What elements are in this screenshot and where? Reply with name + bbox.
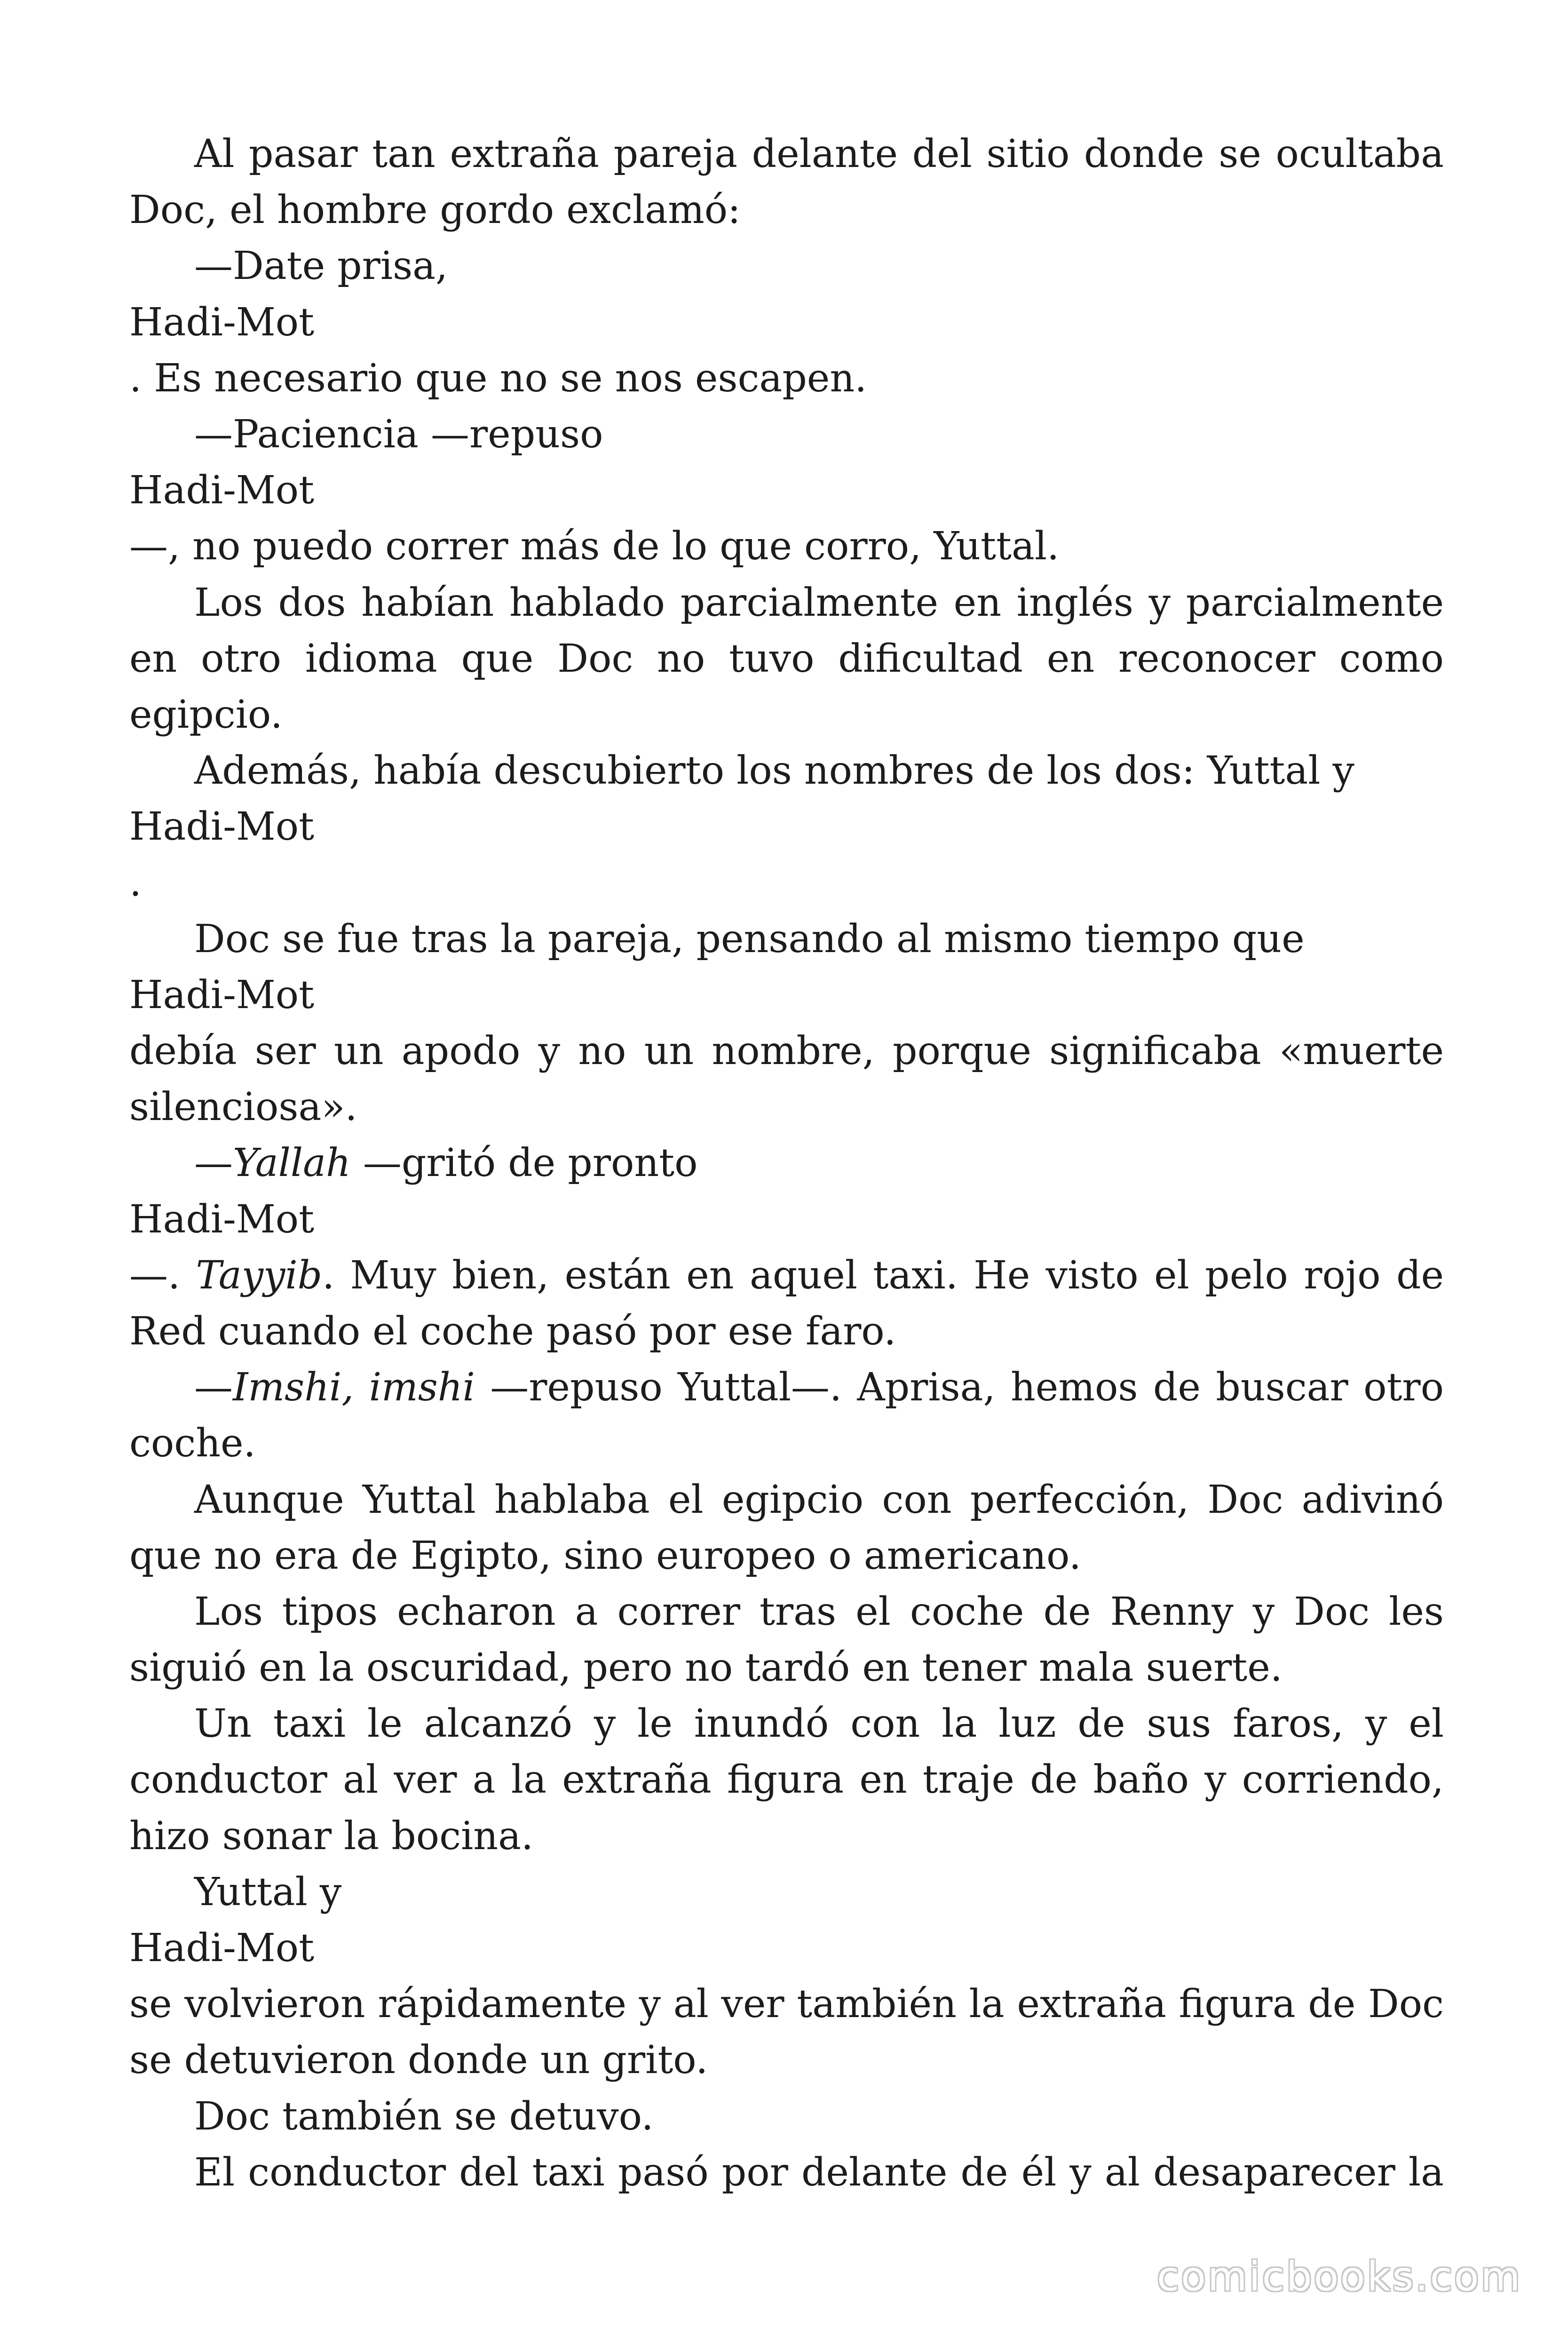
text-line: —Date prisa, (194, 244, 448, 289)
text-line: Los dos habían hablado parcialmente en inglés y parcialmente (194, 580, 1444, 625)
text-line: debía ser un apodo y no un nombre, porque significaba «muerte (129, 1029, 1444, 1073)
text-span: — (194, 1141, 233, 1186)
text-line: Yuttal y (194, 1869, 342, 1915)
text-line: en otro idioma que Doc no tuvo dificultad en reconocer como (129, 636, 1444, 681)
text-line: Hadi-Mot (129, 804, 315, 850)
text-line: hizo sonar la bocina. (129, 1813, 534, 1859)
text-line: . Es necesario que no se nos escapen. (129, 356, 867, 401)
text-line: —, no puedo correr más de lo que corro, Yuttal. (129, 524, 1060, 569)
italic-word: Imshi, imshi (233, 1365, 475, 1410)
text-line: Aunque Yuttal hablaba el egipcio con perfección, Doc adivinó (194, 1477, 1444, 1522)
text-line: Un taxi le alcanzó y le inundó con la luz de sus faros, y el (194, 1701, 1444, 1747)
text-line: coche. (129, 1421, 256, 1466)
text-line: Doc se fue tras la pareja, pensando al mismo tiempo que (194, 916, 1305, 961)
text-line (129, 1359, 1444, 1415)
text-line: El conductor del taxi pasó por delante de él y al desaparecer la (194, 2150, 1444, 2195)
text-line: Hadi-Mot (129, 300, 315, 345)
text-line: se detuvieron donde un grito. (129, 2038, 708, 2083)
text-line: Hadi-Mot (129, 1197, 315, 1242)
italic-word: Yallah (233, 1141, 351, 1186)
text-line: —Paciencia —repuso (194, 412, 603, 457)
text-line: Además, había descubierto los nombres de los dos: Yuttal y (194, 748, 1354, 794)
text-line: Doc, el hombre gordo exclamó: (129, 188, 741, 233)
text-span: —gritó de pronto (350, 1141, 698, 1186)
text-span: . Muy bien, están en aquel taxi. He visto el pelo rojo de (322, 1253, 1444, 1298)
text-line: silenciosa». (129, 1085, 357, 1130)
text-line (129, 1248, 1444, 1303)
italic-word: Tayyib (196, 1253, 323, 1298)
text-line: Hadi-Mot (129, 972, 315, 1017)
text-line: Hadi-Mot (129, 468, 315, 513)
watermark: comicbooks.com (1157, 2253, 1522, 2300)
text-line: conductor al ver a la extraña figura en traje de baño y corriendo, (129, 1757, 1444, 1803)
text-line: que no era de Egipto, sino europeo o americano. (129, 1533, 1081, 1578)
text-span: —. (129, 1253, 196, 1298)
text-line (129, 1135, 1444, 1191)
page-text (129, 126, 1444, 2201)
text-span: —repuso Yuttal—. Aprisa, hemos de buscar otro (475, 1365, 1444, 1410)
text-line: Red cuando el coche pasó por ese faro. (129, 1309, 896, 1354)
text-line: Hadi-Mot (129, 1926, 315, 1971)
text-line: Los tipos echaron a correr tras el coche de Renny y Doc les (194, 1589, 1444, 1634)
text-line: . (129, 860, 142, 906)
text-line: egipcio. (129, 692, 283, 737)
text-line: Doc también se detuvo. (194, 2094, 654, 2139)
text-line: Al pasar tan extraña pareja delante del sitio donde se ocultaba (194, 132, 1444, 176)
text-line: se volvieron rápidamente y al ver también la extraña figura de Doc (129, 1982, 1444, 2027)
text-line: siguió en la oscuridad, pero no tardó en tener mala suerte. (129, 1645, 1283, 1691)
text-span: — (194, 1365, 233, 1410)
